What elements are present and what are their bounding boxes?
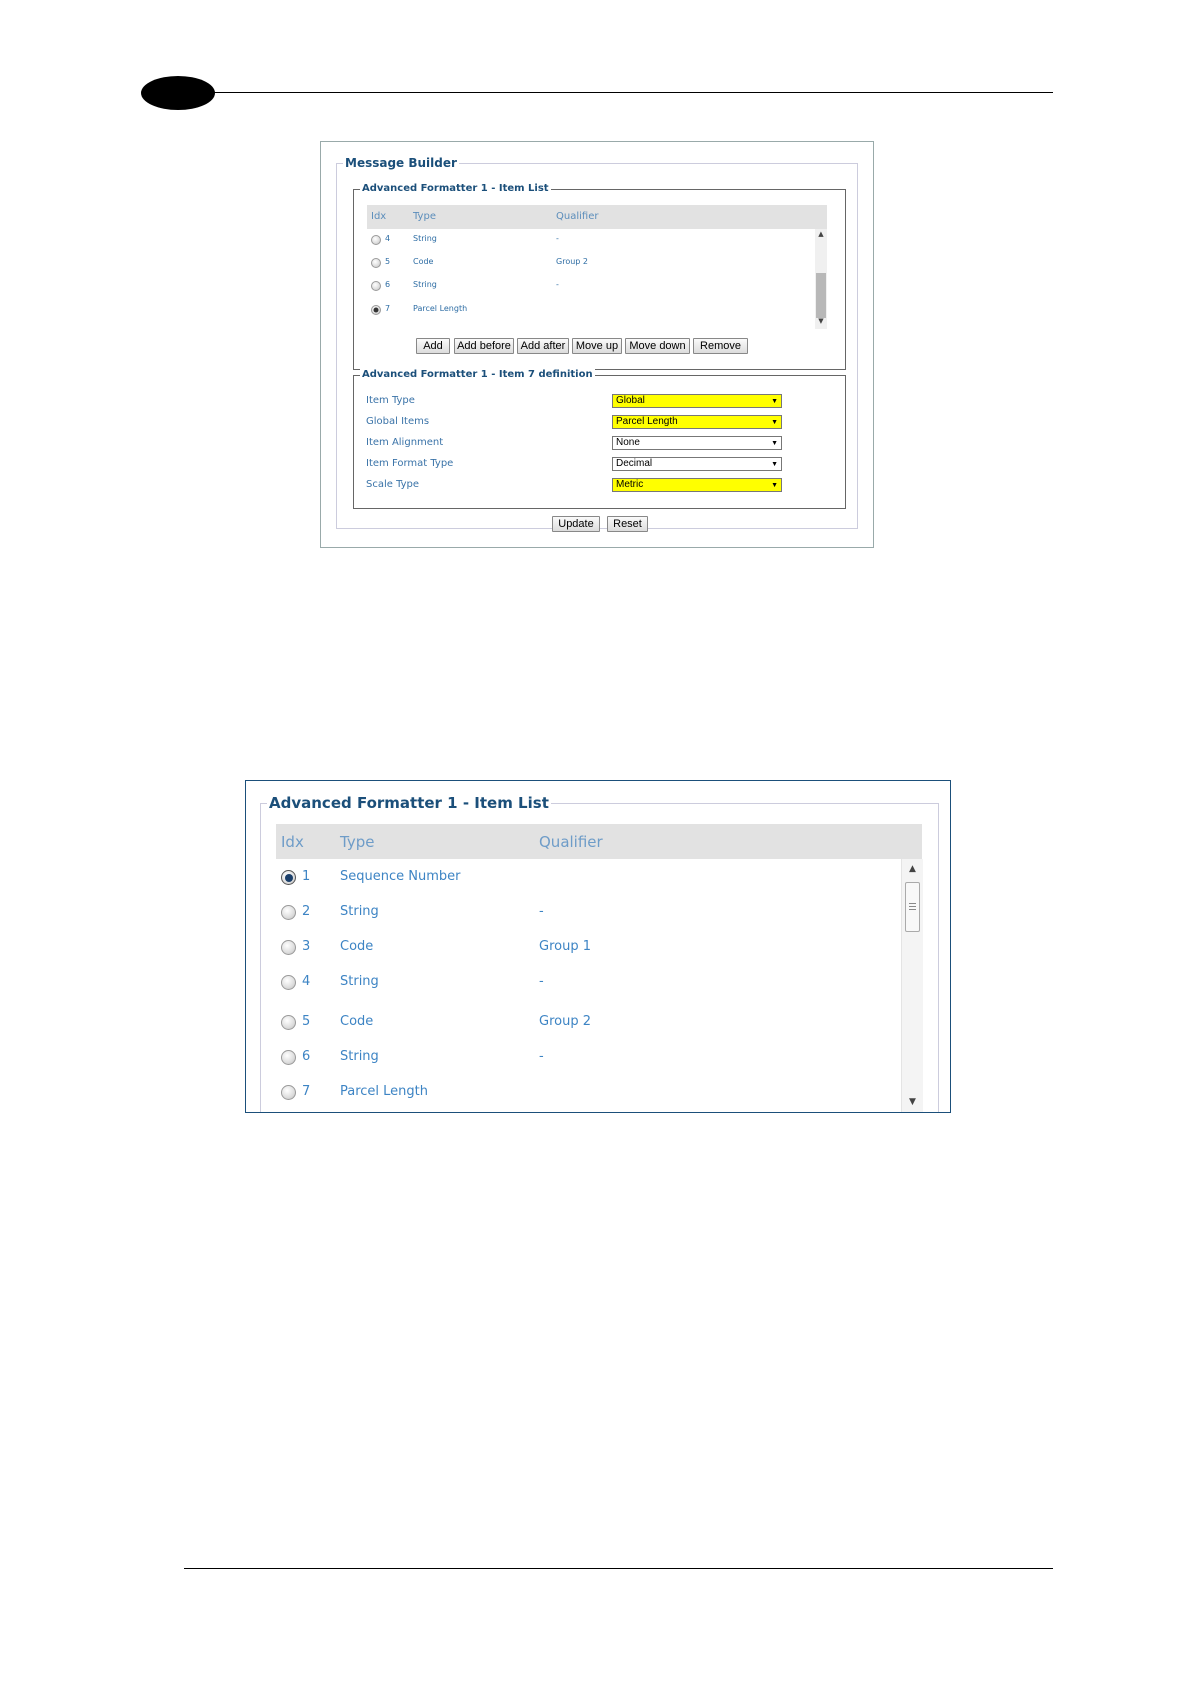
message-builder-title: Message Builder (345, 156, 457, 170)
field-select[interactable] (612, 394, 782, 408)
column-header-type-large: Type (340, 833, 375, 851)
row-radio-large[interactable] (281, 870, 296, 885)
row-idx: 4 (385, 234, 391, 243)
row-radio[interactable] (371, 305, 381, 315)
field-label: Item Type (366, 395, 415, 406)
header-rule (213, 92, 1053, 93)
row-type: String (413, 280, 437, 289)
row-qualifier-large: - (539, 904, 544, 919)
column-header-idx: Idx (371, 211, 387, 222)
row-type: Parcel Length (413, 304, 468, 313)
reset-button[interactable]: Reset (607, 516, 648, 532)
chapter-marker (141, 76, 215, 110)
row-qualifier: - (556, 280, 559, 289)
item-list-legend: Advanced Formatter 1 - Item List (362, 183, 549, 194)
row-idx-large: 6 (302, 1049, 311, 1064)
row-idx-large: 3 (302, 939, 311, 954)
message-builder-screenshot (320, 141, 874, 548)
scroll-up-icon[interactable]: ▲ (818, 230, 824, 238)
row-radio[interactable] (371, 258, 381, 268)
row-type: String (413, 234, 437, 243)
row-radio-large[interactable] (281, 940, 296, 955)
row-qualifier-large: - (539, 974, 544, 989)
field-select[interactable] (612, 415, 782, 429)
row-type-large: Parcel Length (340, 1084, 429, 1099)
move-down-button[interactable]: Move down (625, 338, 690, 354)
item-definition-legend: Advanced Formatter 1 - Item 7 definition (362, 369, 593, 380)
column-header-type: Type (413, 211, 436, 222)
row-type-large: String (340, 1049, 379, 1064)
scroll-down-icon[interactable]: ▼ (818, 317, 824, 325)
chevron-down-icon: ▼ (771, 398, 778, 405)
row-idx-large: 5 (302, 1014, 311, 1029)
row-type-large: Code (340, 939, 374, 954)
scroll-down-icon-large[interactable]: ▼ (909, 1097, 916, 1107)
row-idx: 6 (385, 280, 391, 289)
scroll-up-icon-large[interactable]: ▲ (909, 864, 916, 874)
row-idx: 5 (385, 257, 391, 266)
row-type-large: String (340, 974, 379, 989)
row-idx-large: 1 (302, 869, 311, 884)
row-idx: 7 (385, 304, 391, 313)
item-grid-header (367, 205, 827, 229)
item-list-screenshot (245, 780, 951, 1113)
row-radio-large[interactable] (281, 1085, 296, 1100)
row-qualifier-large: Group 2 (539, 1014, 591, 1029)
item-grid-scrollbar-large[interactable] (901, 859, 923, 1113)
update-button[interactable]: Update (552, 516, 600, 532)
scrollbar-thumb[interactable] (816, 273, 826, 318)
column-header-qualifier-large: Qualifier (539, 833, 603, 851)
row-idx-large: 7 (302, 1084, 311, 1099)
row-qualifier: Group 2 (556, 257, 588, 266)
add-after-button[interactable]: Add after (517, 338, 569, 354)
row-qualifier: - (556, 234, 559, 243)
add-before-button[interactable]: Add before (454, 338, 514, 354)
footer-rule (184, 1568, 1053, 1569)
add-button[interactable]: Add (416, 338, 450, 354)
row-idx-large: 4 (302, 974, 311, 989)
field-select[interactable] (612, 457, 782, 471)
chevron-down-icon: ▼ (771, 482, 778, 489)
row-radio-large[interactable] (281, 1015, 296, 1030)
row-type-large: String (340, 904, 379, 919)
column-header-idx-large: Idx (281, 833, 304, 851)
field-select-value: Metric (616, 479, 644, 490)
row-type-large: Code (340, 1014, 374, 1029)
field-label: Global Items (366, 416, 430, 427)
field-label: Item Format Type (366, 458, 454, 469)
row-type-large: Sequence Number (340, 869, 461, 884)
scrollbar-thumb-large[interactable] (905, 882, 920, 932)
chevron-down-icon: ▼ (771, 419, 778, 426)
field-select[interactable] (612, 478, 782, 492)
row-type: Code (413, 257, 434, 266)
row-idx-large: 2 (302, 904, 311, 919)
field-label: Item Alignment (366, 437, 444, 448)
row-radio-large[interactable] (281, 905, 296, 920)
remove-button[interactable]: Remove (693, 338, 748, 354)
field-select-value: Decimal (616, 458, 653, 469)
column-header-qualifier: Qualifier (556, 211, 599, 222)
row-qualifier-large: Group 1 (539, 939, 591, 954)
chevron-down-icon: ▼ (771, 461, 778, 468)
row-radio-large[interactable] (281, 1050, 296, 1065)
row-radio[interactable] (371, 235, 381, 245)
chevron-down-icon: ▼ (771, 440, 778, 447)
row-qualifier-large: - (539, 1049, 544, 1064)
field-select-value: None (616, 437, 640, 448)
item-list-legend-large: Advanced Formatter 1 - Item List (269, 794, 549, 812)
row-radio-large[interactable] (281, 975, 296, 990)
field-label: Scale Type (366, 479, 420, 490)
item-grid-scrollbar[interactable] (815, 229, 827, 329)
item-grid-header-large (276, 824, 922, 859)
row-radio[interactable] (371, 281, 381, 291)
field-select[interactable] (612, 436, 782, 450)
field-select-value: Global (616, 395, 645, 406)
field-select-value: Parcel Length (616, 416, 678, 427)
move-up-button[interactable]: Move up (572, 338, 622, 354)
